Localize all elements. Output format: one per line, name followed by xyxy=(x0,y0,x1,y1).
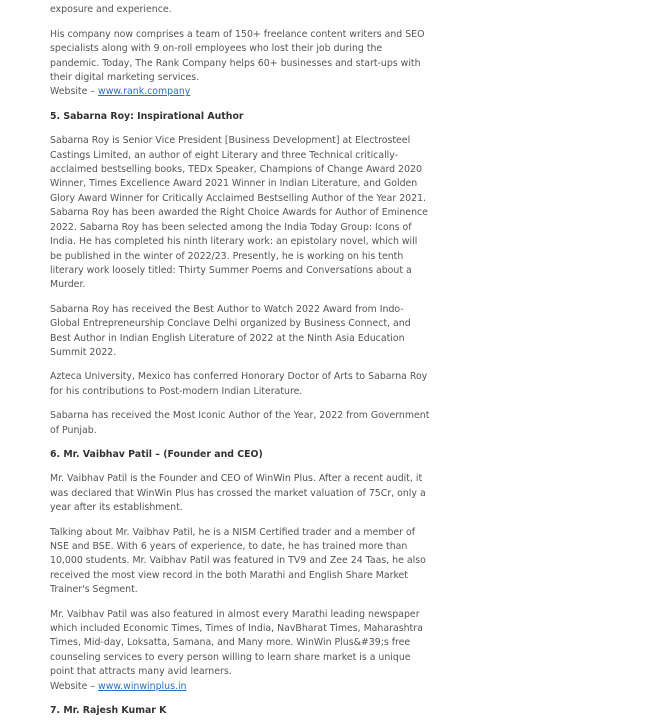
article-body xyxy=(50,0,430,728)
section-5-heading: 5. Sabarna Roy: Inspirational Author xyxy=(50,110,244,122)
section-6-heading: 6. Mr. Vaibhav Patil – (Founder and CEO) xyxy=(50,448,263,460)
section-6-paragraph-3 xyxy=(50,608,430,694)
winwin-website-link[interactable]: www.winwinplus.in xyxy=(98,680,187,692)
rank-company-paragraph xyxy=(50,28,430,100)
section-6-paragraph-1: Mr. Vaibhav Patil is the Founder and CEO of WinWin Plus. After a recent audit, it was declared that WinWin Plus has crossed the market valuation of 75Cr, only a year after its establishment. xyxy=(50,473,426,514)
rank-company-text: His company now comprises a team of 150+ freelance content writers and SEO specialists along with 9 on-roll employees who lost their job during the pandemic. Today, The Rank Company helps 60+ businesses and start-ups with their digital marketing services. xyxy=(50,28,425,84)
section-6-paragraph-2: Talking about Mr. Vaibhav Patil, he is a NISM Certified trader and a member of NSE and BSE. With 6 years of experience, to date, he has trained more than 10,000 students. Mr. Vaibhav Patil was featured in TV9 and Zee 24 Taas, he also received the most view record in the both Marathi and English Share Market Trainer's Segment. xyxy=(50,526,426,596)
section-5-paragraph-4: Sabarna has received the Most Iconic Author of the Year, 2022 from Government of Punjab. xyxy=(50,410,430,436)
section-5-paragraph-2: Sabarna Roy has received the Best Author to Watch 2022 Award from Indo-Global Entrepreneurship Conclave Delhi organized by Business Connect, and Best Author in Indian English Literature of 2022 at the Ninth Asia Education Summit 2022. xyxy=(50,303,411,358)
section-6-paragraph-3-text: Mr. Vaibhav Patil was also featured in almost every Marathi leading newspaper which included Economic Times, Times of India, NavBharat Times, Maharashtra Times, Mid-day, Loksatta, Samana, and Many more. WinWin Plus&#39;s free counseling services to every person willing to learn share market is a unique point that attracts many avid learners. xyxy=(50,608,423,678)
intro-tail-paragraph: exposure and experience. xyxy=(50,4,172,16)
rank-website-link[interactable]: www.rank.company xyxy=(98,86,191,98)
section-7-heading: 7. Mr. Rajesh Kumar K xyxy=(50,705,167,717)
winwin-website-label: Website – xyxy=(50,680,99,692)
rank-website-label: Website – xyxy=(50,86,99,98)
section-5-paragraph-1: Sabarna Roy is Senior Vice President [Business Development] at Electrosteel Castings Limited, an author of eight Literary and three Technical critically-acclaimed bestselling books, TEDx Speaker, Champions of Change Award 2020 Winner, Times Excellence Award 2021 Winner in Indian Literature, and Golden Glory Award Winner for Critically Acclaimed Bestselling Author of the Year 2021. Sabarna Roy has been awarded the Right Choice Awards for Author of Eminence 2022. Sabarna Roy has been selected among the India Today Group: Icons of India. He has completed his ninth literary work: an epistolary novel, which will be published in the winter of 2022/23. Presently, he is working on his tenth literary work loosely titled: Thirty Summer Poems and Conversations about a Murder. xyxy=(50,135,428,291)
section-5-paragraph-3: Azteca University, Mexico has conferred Honorary Doctor of Arts to Sabarna Roy for his contributions to Post-modern Indian Literature. xyxy=(50,371,428,397)
